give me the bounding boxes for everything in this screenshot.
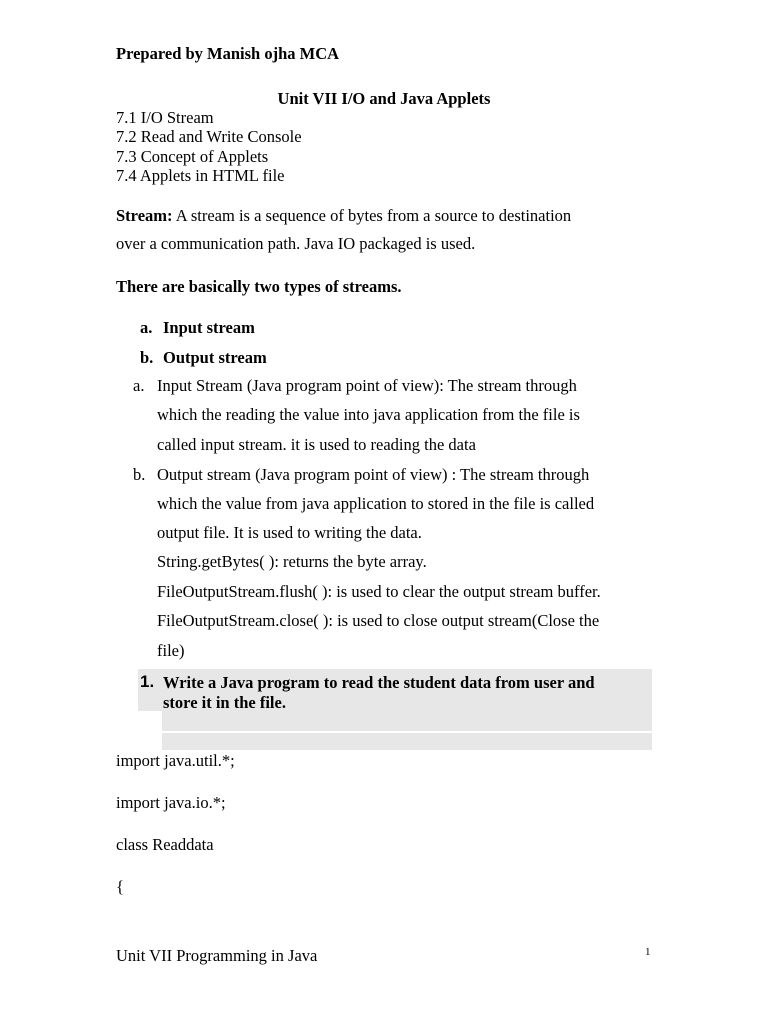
types-marker: a.	[140, 318, 153, 337]
types-item-output: Output stream	[163, 348, 267, 367]
exercise-number: 1.	[140, 672, 155, 691]
exercise-line1: Write a Java program to read the student data from user and	[163, 673, 595, 692]
detail-marker: b.	[133, 465, 146, 484]
detail-line: FileOutputStream.flush( ): is used to clear the output stream buffer.	[157, 582, 601, 601]
detail-line: FileOutputStream.close( ): is used to close output stream(Close the	[157, 611, 600, 630]
exercise-shade-bottom	[162, 733, 652, 750]
detail-line: called input stream. it is used to reading the data	[157, 435, 476, 454]
detail-line: which the reading the value into java application from the file is	[157, 405, 580, 424]
page-title: Unit VII I/O and Java Applets	[277, 89, 491, 108]
toc-item: 7.1 I/O Stream	[116, 108, 214, 127]
stream-term: Stream:	[116, 206, 173, 225]
stream-definition-text: A stream is a sequence of bytes from a source to destination	[172, 206, 572, 225]
code-line: {	[116, 877, 124, 896]
detail-line: output file. It is used to writing the data.	[157, 523, 422, 542]
code-line: import java.io.*;	[116, 793, 226, 812]
detail-line: Output stream (Java program point of view) : The stream through	[157, 465, 590, 484]
prepared-by: Prepared by Manish ojha MCA	[116, 44, 340, 63]
detail-line: String.getBytes( ): returns the byte array.	[157, 552, 427, 571]
code-line: class Readdata	[116, 835, 214, 854]
types-heading: There are basically two types of streams.	[116, 277, 402, 296]
toc-item: 7.4 Applets in HTML file	[116, 166, 285, 185]
code-line: import java.util.*;	[116, 751, 235, 770]
detail-line: which the value from java application to stored in the file is called	[157, 494, 595, 513]
detail-line: Input Stream (Java program point of view): The stream through	[157, 376, 577, 395]
types-marker: b.	[140, 348, 154, 367]
stream-definition-line2: over a communication path. Java IO packaged is used.	[116, 234, 476, 253]
detail-line: file)	[157, 641, 185, 660]
toc-item: 7.3 Concept of Applets	[116, 147, 269, 166]
detail-marker: a.	[133, 376, 145, 395]
types-item-input: Input stream	[163, 318, 255, 337]
stream-definition-line1	[116, 206, 571, 226]
page-number: 1	[645, 946, 651, 958]
exercise-line2: store it in the file.	[163, 693, 286, 712]
footer-text: Unit VII Programming in Java	[116, 946, 318, 965]
toc-item: 7.2 Read and Write Console	[116, 127, 302, 146]
